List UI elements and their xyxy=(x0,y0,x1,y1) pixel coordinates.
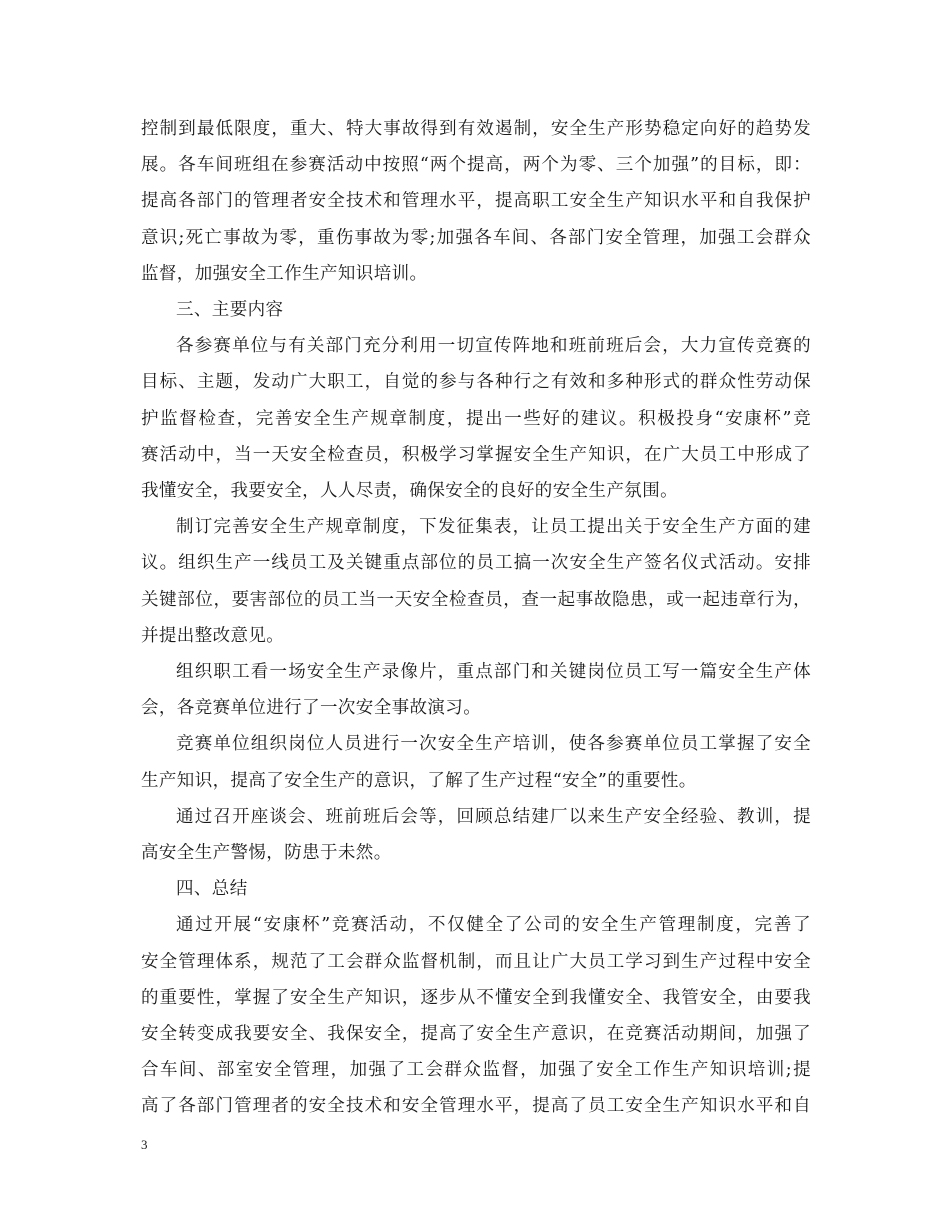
text-line: 目标、主题，发动广大职工，自觉的参与各种行之有效和多种形式的群众性劳动保 xyxy=(141,372,811,393)
text-line: 提高各部门的管理者安全技术和管理水平，提高职工安全生产知识水平和自我保护 xyxy=(141,191,811,212)
continued-paragraph xyxy=(141,111,811,292)
text-line: 展。各车间班组在参赛活动中按照“两个提高，两个为零、三个加强”的目标，即： xyxy=(141,155,811,176)
text-line: 议。组织生产一线员工及关键重点部位的员工搞一次安全生产签名仪式活动。安排 xyxy=(141,553,811,574)
section-heading xyxy=(141,292,811,328)
paragraph xyxy=(141,907,811,1124)
text-line: 的重要性，掌握了安全生产知识，逐步从不懂安全到我懂安全、我管安全，由要我 xyxy=(141,987,811,1008)
text-line: 监督，加强安全工作生产知识培训。 xyxy=(141,263,428,284)
paragraph xyxy=(141,509,811,654)
document-body xyxy=(141,111,811,1125)
text-line: 高安全生产警惕，防患于未然。 xyxy=(141,843,392,864)
paragraph xyxy=(141,799,811,871)
text-line: 组织职工看一场安全生产录像片，重点部门和关键岗位员工写一篇安全生产体 xyxy=(176,662,811,683)
text-line: 护监督检查，完善安全生产规章制度，提出一些好的建议。积极投身“安康杯”竞 xyxy=(141,408,811,429)
page-number: 3 xyxy=(141,1137,148,1152)
text-line: 制订完善安全生产规章制度，下发征集表，让员工提出关于安全生产方面的建 xyxy=(176,517,811,538)
text-line: 通过开展“安康杯”竞赛活动，不仅健全了公司的安全生产管理制度，完善了 xyxy=(176,915,811,936)
text-line: 通过召开座谈会、班前班后会等，回顾总结建厂以来生产安全经验、教训，提 xyxy=(176,806,811,827)
text-line: 三、主要内容 xyxy=(176,300,284,321)
text-line: 高了各部门管理者的安全技术和安全管理水平，提高了员工安全生产知识水平和自 xyxy=(141,1096,811,1117)
text-line: 控制到最低限度，重大、特大事故得到有效遏制，安全生产形势稳定向好的趋势发 xyxy=(141,119,811,139)
text-line: 安全转变成我要安全、我保安全，提高了安全生产意识，在竞赛活动期间，加强了 xyxy=(141,1024,811,1045)
text-line: 赛活动中，当一天安全检查员，积极学习掌握安全生产知识，在广大员工中形成了 xyxy=(141,444,811,465)
text-line: 我懂安全，我要安全，人人尽责，确保安全的良好的安全生产氛围。 xyxy=(141,481,678,502)
text-line: 意识;死亡事故为零，重伤事故为零;加强各车间、各部门安全管理，加强工会群众 xyxy=(141,227,811,248)
text-line: 竞赛单位组织岗位人员进行一次安全生产培训，使各参赛单位员工掌握了安全 xyxy=(176,734,811,755)
text-line: 合车间、部室安全管理，加强了工会群众监督，加强了安全工作生产知识培训;提 xyxy=(141,1060,811,1081)
paragraph xyxy=(141,328,811,509)
text-line: 并提出整改意见。 xyxy=(141,625,285,646)
text-line: 生产知识，提高了安全生产的意识，了解了生产过程“安全”的重要性。 xyxy=(141,770,697,791)
paragraph xyxy=(141,726,811,798)
text-line: 会，各竞赛单位进行了一次安全事故演习。 xyxy=(141,698,482,719)
text-line: 关键部位，要害部位的员工当一天安全检查员，查一起事故隐患，或一起违章行为， xyxy=(141,589,811,610)
text-line: 四、总结 xyxy=(176,879,248,900)
text-line: 各参赛单位与有关部门充分利用一切宣传阵地和班前班后会，大力宣传竞赛的 xyxy=(176,336,811,357)
section-heading xyxy=(141,871,811,907)
text-line: 安全管理体系，规范了工会群众监督机制，而且让广大员工学习到生产过程中安全 xyxy=(141,951,811,972)
paragraph xyxy=(141,654,811,726)
